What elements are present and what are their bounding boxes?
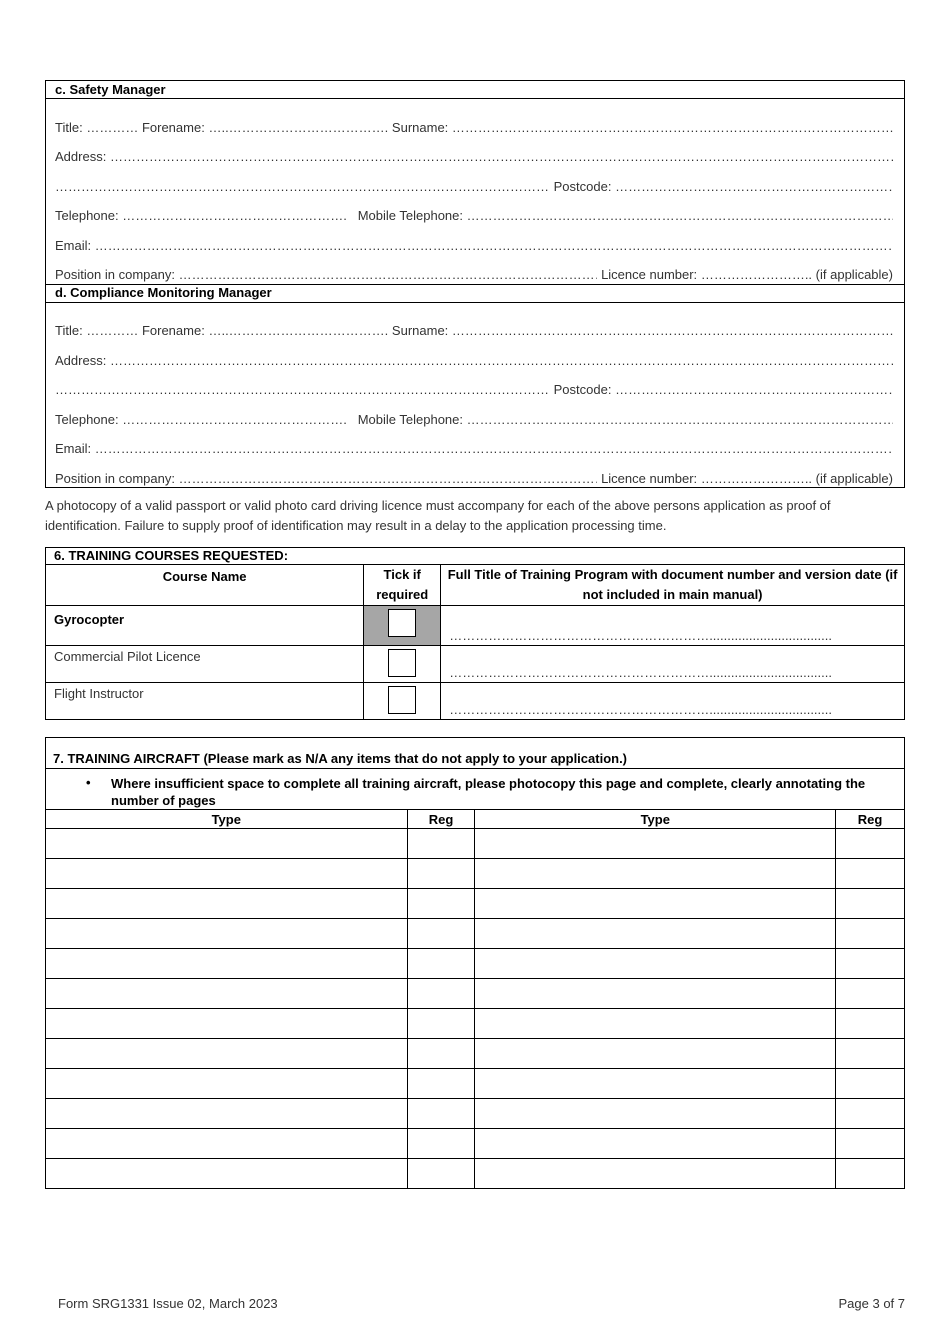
- reg-cell[interactable]: [836, 949, 905, 979]
- reg-cell[interactable]: [836, 1009, 905, 1039]
- type-cell[interactable]: [475, 1159, 836, 1189]
- type-cell[interactable]: [475, 1009, 836, 1039]
- type-cell[interactable]: [46, 1129, 408, 1159]
- aircraft-row: [46, 1039, 905, 1069]
- compliance-telephone-line[interactable]: Telephone: ……………………………………………. Mobile Telephone: ……………………………………………………………………………………………………………………………………………………………………………………………………………………………………………: [55, 412, 893, 427]
- aircraft-row: [46, 889, 905, 919]
- section-c-header: c. Safety Manager: [55, 82, 166, 97]
- reg-cell[interactable]: [836, 1099, 905, 1129]
- reg-cell[interactable]: [407, 1069, 475, 1099]
- reg-cell[interactable]: [836, 1039, 905, 1069]
- safety-email-line[interactable]: Email: ……………………………………………………………………………………………………………………………………………………………………………………………………………………………………………: [55, 238, 893, 253]
- aircraft-row: [46, 919, 905, 949]
- type-cell[interactable]: [475, 979, 836, 1009]
- reg-cell[interactable]: [407, 1009, 475, 1039]
- safety-position-line[interactable]: Position in company: …………………………………………………………………………………………………………………………………………………………………………………………………………………………………………… Licence number: …………………….. (if applicable): [55, 267, 893, 282]
- reg-cell[interactable]: [407, 829, 475, 859]
- reg-cell[interactable]: [836, 979, 905, 1009]
- reg-cell[interactable]: [407, 1159, 475, 1189]
- type-cell[interactable]: [46, 1099, 408, 1129]
- type-cell[interactable]: [46, 1039, 408, 1069]
- section-6-header: 6. TRAINING COURSES REQUESTED:: [46, 548, 905, 565]
- tick-header: Tick if required: [364, 565, 441, 606]
- reg-cell[interactable]: [836, 919, 905, 949]
- type-cell[interactable]: [475, 1039, 836, 1069]
- course-program-field[interactable]: ……………………………………………………..................................: [441, 646, 905, 683]
- type-header-2: Type: [475, 810, 836, 829]
- section-7-bullet: •: [86, 775, 91, 790]
- safety-address-line[interactable]: Address: ……………………………………………………………………………………………………………………………………………………………………………………………………………………………………………: [55, 149, 893, 164]
- section-7-instruction: Where insufficient space to complete all training aircraft, please photocopy this page and complete, clearly annotating the number of pages: [111, 776, 866, 808]
- aircraft-row: [46, 829, 905, 859]
- reg-cell[interactable]: [836, 859, 905, 889]
- type-cell[interactable]: [475, 949, 836, 979]
- section-d-header-rule: [45, 302, 905, 303]
- page-number: Page 3 of 7: [838, 1296, 905, 1311]
- course-tick-cell: [364, 683, 441, 720]
- reg-cell[interactable]: [407, 1039, 475, 1069]
- type-cell[interactable]: [46, 1069, 408, 1099]
- type-cell[interactable]: [46, 979, 408, 1009]
- safety-title-line[interactable]: Title: ………… Forename: …..………………………………. Surname: ……………………………………………………………………………………………………………………………………………………………………………………………………………………………………………: [55, 120, 893, 135]
- course-name: Commercial Pilot Licence: [46, 646, 364, 683]
- aircraft-row: [46, 859, 905, 889]
- safety-postcode-line[interactable]: …………………………………………………………………………………………………………………………………………………………………………………………………………………………………………… Postcode: ……………………………………………………………………………………………………………………………………………………………………………………………………………………………………………: [55, 179, 893, 194]
- reg-cell[interactable]: [836, 1069, 905, 1099]
- type-cell[interactable]: [46, 859, 408, 889]
- type-cell[interactable]: [475, 889, 836, 919]
- reg-cell[interactable]: [407, 1129, 475, 1159]
- identification-note: A photocopy of a valid passport or valid photo card driving licence must accompany for each of the above persons application as proof of identification. Failure to supply proof of identification may result in a delay to the application processing time.: [45, 498, 831, 533]
- type-cell[interactable]: [475, 1129, 836, 1159]
- form-reference: Form SRG1331 Issue 02, March 2023: [58, 1296, 278, 1311]
- aircraft-row: [46, 949, 905, 979]
- reg-cell[interactable]: [836, 889, 905, 919]
- type-header: Type: [46, 810, 408, 829]
- course-program-field[interactable]: ……………………………………………………..................................: [441, 683, 905, 720]
- aircraft-row: [46, 979, 905, 1009]
- type-cell[interactable]: [475, 919, 836, 949]
- section-7-header-rule: [45, 768, 905, 769]
- course-checkbox-instructor[interactable]: [388, 686, 416, 714]
- section-c-header-rule: [45, 98, 905, 99]
- aircraft-row: [46, 1129, 905, 1159]
- compliance-email-line[interactable]: Email: ……………………………………………………………………………………………………………………………………………………………………………………………………………………………………………: [55, 441, 893, 456]
- program-title-header: Full Title of Training Program with document number and version date (if not included in main manual): [441, 565, 905, 606]
- course-tick-cell: [364, 606, 441, 646]
- aircraft-row: [46, 1069, 905, 1099]
- course-tick-cell: [364, 646, 441, 683]
- type-cell[interactable]: [475, 1069, 836, 1099]
- type-cell[interactable]: [46, 1159, 408, 1189]
- safety-telephone-line[interactable]: Telephone: ……………………………………………. Mobile Telephone: ……………………………………………………………………………………………………………………………………………………………………………………………………………………………………………: [55, 208, 893, 223]
- type-cell[interactable]: [46, 949, 408, 979]
- reg-cell[interactable]: [407, 919, 475, 949]
- type-cell[interactable]: [46, 829, 408, 859]
- course-name-header: Course Name: [46, 565, 364, 606]
- reg-cell[interactable]: [407, 889, 475, 919]
- compliance-postcode-line[interactable]: …………………………………………………………………………………………………………………………………………………………………………………………………………………………………………… Postcode: ……………………………………………………………………………………………………………………………………………………………………………………………………………………………………………: [55, 382, 893, 397]
- reg-cell[interactable]: [407, 1099, 475, 1129]
- aircraft-row: [46, 1099, 905, 1129]
- reg-header: Reg: [407, 810, 475, 829]
- reg-cell[interactable]: [836, 829, 905, 859]
- section-7-header: 7. TRAINING AIRCRAFT (Please mark as N/A any items that do not apply to your application.): [53, 751, 628, 766]
- type-cell[interactable]: [46, 889, 408, 919]
- reg-cell[interactable]: [407, 949, 475, 979]
- reg-header-2: Reg: [836, 810, 905, 829]
- course-checkbox-gyrocopter[interactable]: [388, 609, 416, 637]
- type-cell[interactable]: [475, 829, 836, 859]
- course-name: Flight Instructor: [46, 683, 364, 720]
- training-aircraft-table: [45, 809, 905, 1189]
- reg-cell[interactable]: [407, 979, 475, 1009]
- type-cell[interactable]: [46, 1009, 408, 1039]
- course-name: Gyrocopter: [46, 606, 364, 646]
- course-program-field[interactable]: ……………………………………………………..................................: [441, 606, 905, 646]
- compliance-title-line[interactable]: Title: ………… Forename: …..………………………………. Surname: ……………………………………………………………………………………………………………………………………………………………………………………………………………………………………………: [55, 323, 893, 338]
- aircraft-row: [46, 1009, 905, 1039]
- compliance-address-line[interactable]: Address: ……………………………………………………………………………………………………………………………………………………………………………………………………………………………………………: [55, 353, 893, 368]
- compliance-position-line[interactable]: Position in company: …………………………………………………………………………………………………………………………………………………………………………………………………………………………………………… Licence number: …………………….. (if applicable): [55, 471, 893, 486]
- training-courses-table: [45, 547, 905, 720]
- section-d-header: d. Compliance Monitoring Manager: [55, 285, 272, 300]
- type-cell[interactable]: [475, 859, 836, 889]
- reg-cell[interactable]: [836, 1159, 905, 1189]
- aircraft-row: [46, 1159, 905, 1189]
- reg-cell[interactable]: [407, 859, 475, 889]
- type-cell[interactable]: [46, 919, 408, 949]
- course-checkbox-cpl[interactable]: [388, 649, 416, 677]
- reg-cell[interactable]: [836, 1129, 905, 1159]
- type-cell[interactable]: [475, 1099, 836, 1129]
